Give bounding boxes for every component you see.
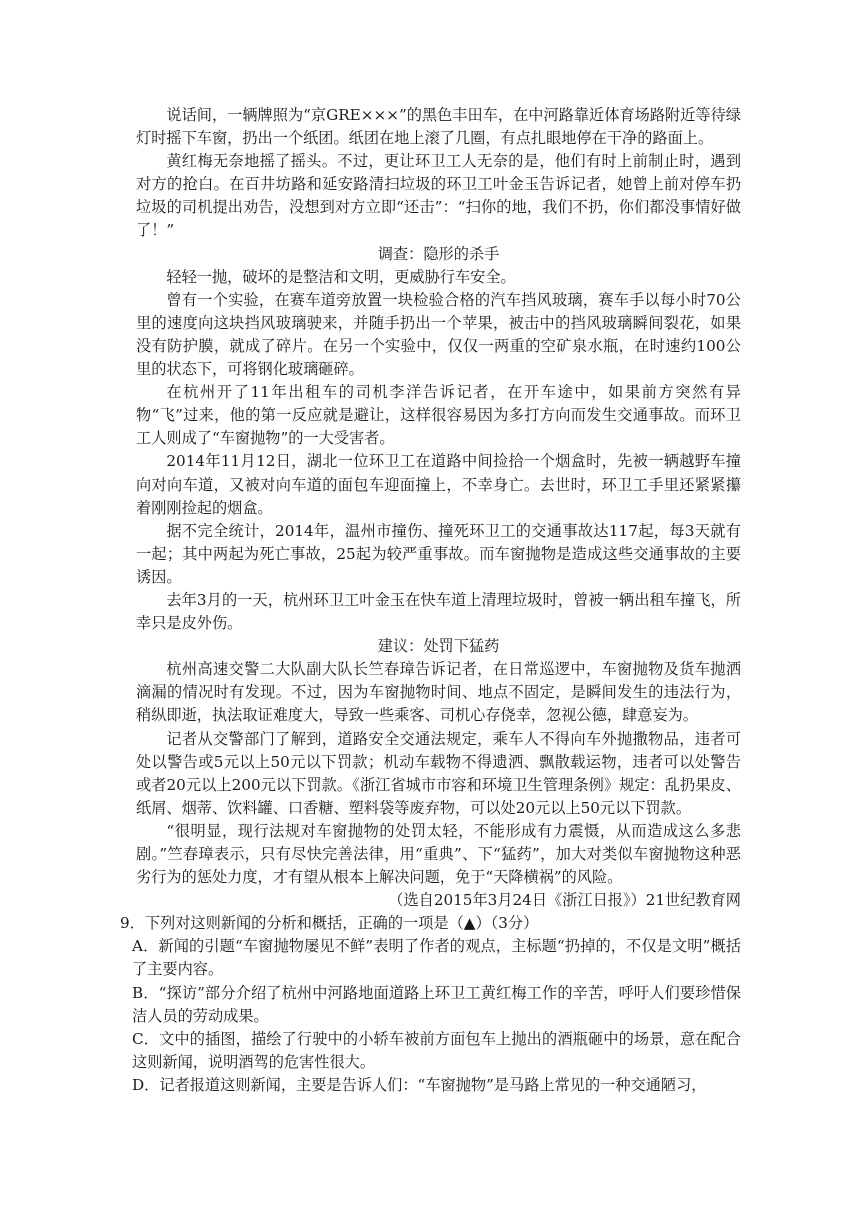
- paragraph: “很明显，现行法规对车窗抛物的处罚太轻，不能形成有力震慑，从而造成这么多悲剧。”竺春璋表示，只有尽快完善法律，用“重典”、下“猛药”，加大对类似车窗抛物这种恶劣行为的惩处力度，才有望从根本上解决问题，免于“天降横祸”的风险。: [136, 821, 741, 887]
- question-option-d: D．记者报道这则新闻，主要是告诉人们：“车窗抛物”是马路上常见的一种交通陋习，: [132, 1075, 707, 1094]
- paragraph: 轻轻一抛，破坏的是整洁和文明，更威胁行车安全。: [166, 267, 516, 286]
- question-option-a: A．新闻的引题“车窗抛物屡见不鲜”表明了作者的观点，主标题“扔掉的，不仅是文明”概括了主要内容。: [132, 937, 741, 979]
- paragraph: 据不完全统计，2014年，温州市撞伤、撞死环卫工的交通事故达117起，每3天就有一起；其中两起为死亡事故，25起为较严重事故。而车窗抛物是造成这些交通事故的主要诱因。: [136, 521, 741, 586]
- paragraph: 杭州高速交警二大队副大队长竺春璋告诉记者，在日常巡逻中，车窗抛物及货车抛洒滴漏的情况时有发现。不过，因为车窗抛物时间、地点不固定，是瞬间发生的违法行为，稍纵即逝，执法取证难度大，导致一些乘客、司机心存侥幸，忽视公德，肆意妄为。: [136, 660, 741, 725]
- section-heading-suggestion: 建议：处罚下猛药: [377, 637, 500, 656]
- article-source: （选自2015年3月24日《浙江日报》）21世纪教育网: [388, 891, 741, 910]
- paragraph: 2014年11月12日，湖北一位环卫工在道路中间捡拾一个烟盒时，先被一辆越野车撞向对向车道，又被对向车道的面包车迎面撞上，不幸身亡。去世时，环卫工手里还紧紧攥着刚刚捡起的烟盒。: [136, 452, 741, 517]
- paragraph: 曾有一个实验，在赛车道旁放置一块检验合格的汽车挡风玻璃，赛车手以每小时70公里的速度向这块挡风玻璃驶来，并随手扔出一个苹果，被击中的挡风玻璃瞬间裂花，如果没有防护膜，就成了碎片。在另一个实验中，仅仅一两重的空矿泉水瓶，在时速约100公里的状态下，可将钢化玻璃砸碎。: [136, 290, 741, 379]
- paragraph: 黄红梅无奈地摇了摇头。不过，更让环卫工人无奈的是，他们有时上前制止时，遇到对方的抢白。在百井坊路和延安路清扫垃圾的环卫工叶金玉告诉记者，她曾上前对停车扔垃圾的司机提出劝告，没想到对方立即“还击”：“扫你的地，我们不扔，你们都没事情好做了！”: [136, 152, 741, 240]
- question-option-c: C．文中的插图，描绘了行驶中的小轿车被前方面包车上抛出的酒瓶砸中的场景，意在配合这则新闻，说明酒驾的危害性很大。: [132, 1029, 741, 1071]
- paragraph: 在杭州开了11年出租车的司机李洋告诉记者，在开车途中，如果前方突然有异物“飞”过来，他的第一反应就是避让，这样很容易因为多打方向而发生交通事故。而环卫工人则成了“车窗抛物”的一大受害者。: [136, 383, 741, 448]
- paragraph: 说话间，一辆牌照为“京GRE×××”的黑色丰田车，在中河路靠近体育场路附近等待绿灯时摇下车窗，扔出一个纸团。纸团在地上滚了几圈，有点扎眼地停在干净的路面上。: [136, 106, 741, 148]
- question-stem: 9．下列对这则新闻的分析和概括，正确的一项是（▲）（3分）: [120, 914, 539, 933]
- section-heading-investigation: 调查：隐形的杀手: [377, 244, 500, 263]
- paragraph: 去年3月的一天，杭州环卫工叶金玉在快车道上清理垃圾时，曾被一辆出租车撞飞，所幸只是皮外伤。: [136, 590, 741, 633]
- article-body: [120, 104, 741, 1097]
- question-option-b: B．“探访”部分介绍了杭州中河路地面道路上环卫工黄红梅工作的辛苦，呼吁人们要珍惜保洁人员的劳动成果。: [132, 983, 741, 1025]
- paragraph: 记者从交警部门了解到，道路安全交通法规定，乘车人不得向车外抛撒物品，违者可处以警告或5元以上50元以下罚款；机动车载物不得遗洒、飘散载运物，违者可以处警告或者20元以上200元以下罚款。《浙江省城市市容和环境卫生管理条例》规定：乱扔果皮、纸屑、烟蒂、饮料罐、口香糖、塑料袋等废弃物，可以处20元以上50元以下罚款。: [136, 729, 741, 817]
